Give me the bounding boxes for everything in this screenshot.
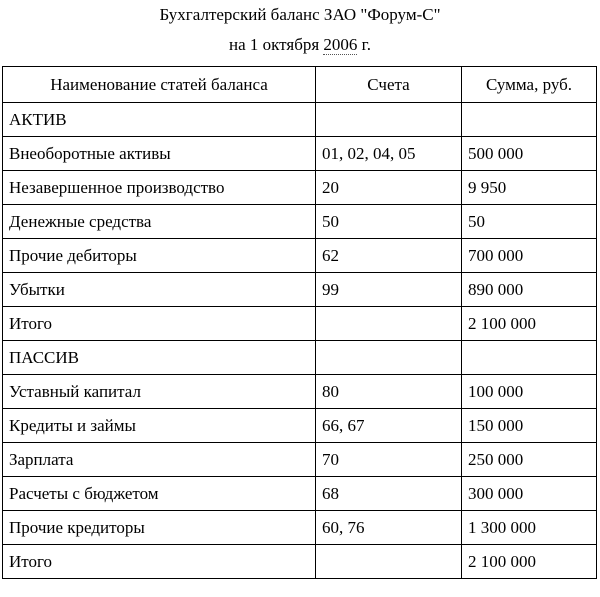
column-header-accounts: Счета: [316, 67, 462, 103]
row-accounts-cell: 99: [316, 273, 462, 307]
document-title: Бухгалтерский баланс ЗАО "Форум-С": [159, 5, 441, 24]
table-row: [3, 103, 597, 137]
row-amount-cell: 500 000: [462, 137, 597, 171]
table-row: [3, 409, 597, 443]
row-accounts-cell: 66, 67: [316, 409, 462, 443]
table-header-row: [3, 67, 597, 103]
row-name-cell: Зарплата: [3, 443, 316, 477]
row-accounts-cell: 80: [316, 375, 462, 409]
table-row: [3, 443, 597, 477]
row-accounts-cell: 01, 02, 04, 05: [316, 137, 462, 171]
row-accounts-cell: 70: [316, 443, 462, 477]
table-row: [3, 137, 597, 171]
row-name-cell: Итого: [3, 307, 316, 341]
row-amount-cell: 100 000: [462, 375, 597, 409]
row-name-cell: Расчеты с бюджетом: [3, 477, 316, 511]
row-amount-cell: 1 300 000: [462, 511, 597, 545]
row-accounts-cell: 68: [316, 477, 462, 511]
table-row: [3, 171, 597, 205]
row-accounts-cell: 60, 76: [316, 511, 462, 545]
table-row: [3, 511, 597, 545]
row-name-cell: Денежные средства: [3, 205, 316, 239]
table-row: [3, 205, 597, 239]
row-amount-cell: 890 000: [462, 273, 597, 307]
row-name-cell: Уставный капитал: [3, 375, 316, 409]
row-amount-cell: 9 950: [462, 171, 597, 205]
row-accounts-cell: 62: [316, 239, 462, 273]
row-amount-cell: [462, 103, 597, 137]
row-amount-cell: 700 000: [462, 239, 597, 273]
table-row: [3, 239, 597, 273]
date-suffix: г.: [357, 35, 371, 54]
row-name-cell: АКТИВ: [3, 103, 316, 137]
row-amount-cell: 300 000: [462, 477, 597, 511]
row-name-cell: Незавершенное производство: [3, 171, 316, 205]
row-name-cell: Кредиты и займы: [3, 409, 316, 443]
row-name-cell: ПАССИВ: [3, 341, 316, 375]
row-accounts-cell: 20: [316, 171, 462, 205]
row-name-cell: Итого: [3, 545, 316, 579]
table-row: [3, 341, 597, 375]
row-name-cell: Убытки: [3, 273, 316, 307]
table-row: [3, 273, 597, 307]
row-name-cell: Прочие кредиторы: [3, 511, 316, 545]
column-header-amount: Сумма, руб.: [462, 67, 597, 103]
table-row: [3, 307, 597, 341]
row-amount-cell: 250 000: [462, 443, 597, 477]
row-accounts-cell: [316, 103, 462, 137]
row-amount-cell: 2 100 000: [462, 307, 597, 341]
row-amount-cell: 50: [462, 205, 597, 239]
row-name-cell: Внеоборотные активы: [3, 137, 316, 171]
table-row: [3, 545, 597, 579]
row-amount-cell: [462, 341, 597, 375]
document-date: [0, 27, 600, 62]
balance-table: [2, 66, 597, 579]
column-header-name: Наименование статей баланса: [3, 67, 316, 103]
row-name-cell: Прочие дебиторы: [3, 239, 316, 273]
row-accounts-cell: 50: [316, 205, 462, 239]
row-accounts-cell: [316, 307, 462, 341]
date-year: 2006: [323, 35, 358, 54]
row-amount-cell: 150 000: [462, 409, 597, 443]
row-accounts-cell: [316, 545, 462, 579]
date-prefix: на 1 октября: [229, 35, 324, 54]
balance-table-body: [3, 103, 597, 579]
table-row: [3, 477, 597, 511]
row-amount-cell: 2 100 000: [462, 545, 597, 579]
row-accounts-cell: [316, 341, 462, 375]
table-row: [3, 375, 597, 409]
